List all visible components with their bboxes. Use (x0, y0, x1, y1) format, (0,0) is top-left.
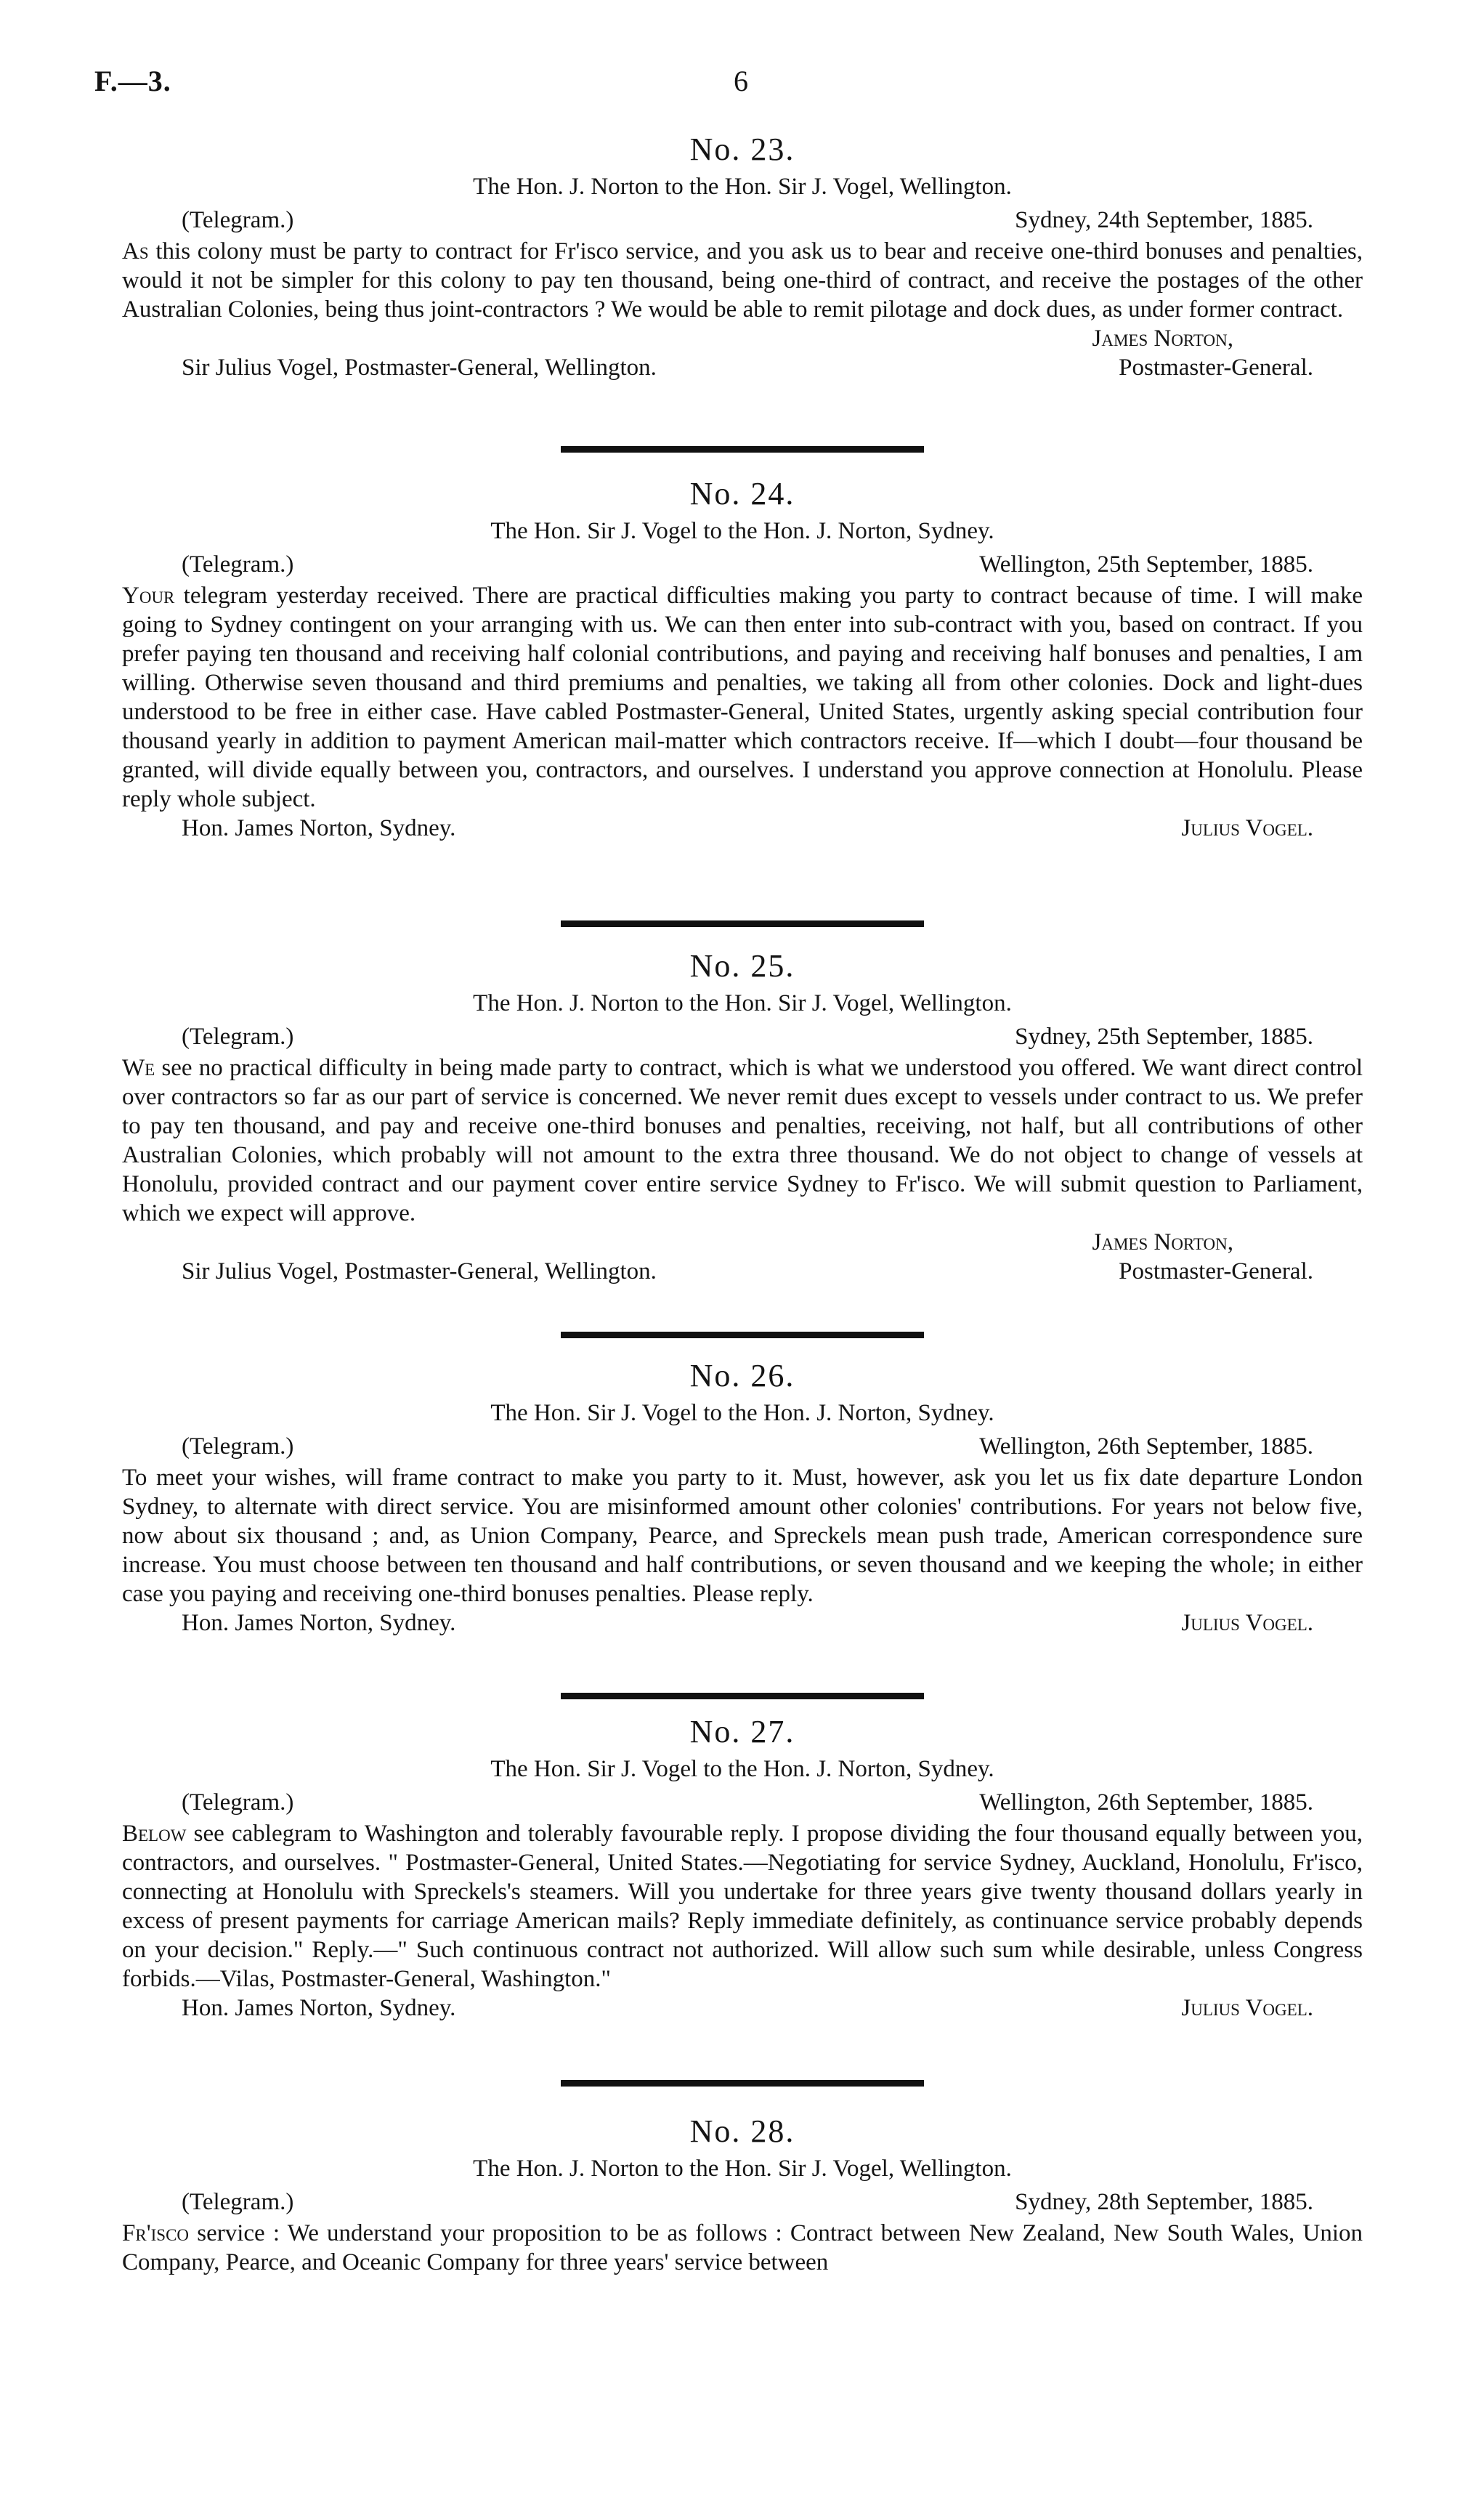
body-text: this colony must be party to contract for Fr'isco service, and you ask us to bear and receive one-third bonuses and penalties, would it not be simpler for this colony to pay ten thousand, being one-third of contract, and receive the postages of the other Australian Colonies, being thus joint-contractors ? We would be able to remit pilotage and dock dues, as under former contract. (122, 238, 1363, 323)
section-divider (561, 1693, 924, 1699)
telegram-body (122, 2219, 1363, 2277)
lead-word: Below (122, 1821, 187, 1847)
signature-block (122, 1994, 1363, 2023)
signatory-title: Postmaster-General. (1119, 355, 1313, 381)
signatory-name: Julius Vogel. (1181, 1995, 1313, 2021)
telegram-heading: The Hon. Sir J. Vogel to the Hon. J. Norton, Sydney. (490, 1756, 994, 1782)
telegram-body (122, 1819, 1363, 1994)
body-text: see no practical difficulty in being made party to contract, which is what we understood you offered. We want direct control over contractors so far as our part of service is concerned. We never remit dues except to vessels under contract to us. We prefer to pay ten thousand, and pay and receive one-third bonuses and penalties, receiving, not half, but all contributions of other Australian Colonies, which probably will not amount to the extra three thousand. We do not object to change of vessels at Honolulu, provided contract and our payment cover entire service Sydney to Fr'isco. We will submit question to Parliament, which we expect will approve. (122, 1055, 1363, 1226)
telegram-number: No. 26. (689, 1358, 795, 1393)
telegram-type: (Telegram.) (182, 2189, 294, 2215)
telegram-meta (122, 2185, 1363, 2219)
telegram-23 (122, 129, 1363, 382)
telegram-number: No. 28. (689, 2113, 795, 2149)
page-number: 6 (734, 65, 748, 97)
telegram-body (122, 1053, 1363, 1228)
body-text: see cablegram to Washington and tolerably favourable reply. I propose dividing the four thousand equally between you, contractors, and ourselves. " Postmaster-General, United States.—Negotiating for service Sydney, Auckland, Honolulu, Fr'isco, connecting at Honolulu with Spreckels's steamers. Will you undertake for three years give twenty thousand dollars yearly in excess of present payments for carriage American mails? Reply immediate definitely, as continuance service probably depends on your decision." Reply.—" Such continuous contract not authorized. Will allow such sum while desirable, unless Congress forbids.—Vilas, Postmaster-General, Washington." (122, 1821, 1363, 1992)
section-divider (561, 920, 924, 927)
signatory-name: Julius Vogel. (1181, 1610, 1313, 1636)
body-text: To meet your wishes, will frame contract to make you party to it. Must, however, ask you let us fix date departure London Sydney, to alternate with direct service. You are misinformed amount other colonies' contributions. For years not below five, now about six thousand ; and, as Union Company, Pearce, and Spreckels mean push trade, American correspondence sure increase. You must choose between ten thousand and half contributions, or seven thousand and we keeping the whole; in either case you paying and receiving one-third bonuses penalties. Please reply. (122, 1465, 1363, 1607)
telegram-number: No. 27. (689, 1714, 795, 1749)
signatory-name: James Norton, (1092, 1229, 1233, 1255)
telegram-place-date: Sydney, 24th September, 1885. (1015, 207, 1313, 233)
telegram-heading: The Hon. Sir J. Vogel to the Hon. J. Norton, Sydney. (490, 1400, 994, 1426)
addressee: Hon. James Norton, Sydney. (182, 815, 456, 841)
telegram-body (122, 237, 1363, 324)
addressee: Sir Julius Vogel, Postmaster-General, Wellington. (182, 1258, 657, 1284)
telegram-place-date: Sydney, 28th September, 1885. (1015, 2189, 1313, 2215)
telegram-heading: The Hon. J. Norton to the Hon. Sir J. Vogel, Wellington. (473, 174, 1012, 200)
lead-word: Fr'isco (122, 2220, 190, 2246)
telegram-heading: The Hon. Sir J. Vogel to the Hon. J. Norton, Sydney. (490, 518, 994, 544)
addressee: Hon. James Norton, Sydney. (182, 1995, 456, 2021)
telegram-27 (122, 1712, 1363, 2023)
signature-block (122, 1228, 1363, 1286)
telegram-type: (Telegram.) (182, 1789, 294, 1816)
telegram-type: (Telegram.) (182, 1433, 294, 1460)
telegram-number: No. 25. (689, 948, 795, 984)
telegram-type: (Telegram.) (182, 207, 294, 233)
telegram-number: No. 23. (689, 131, 795, 167)
telegram-24 (122, 474, 1363, 843)
signatory-name: Julius Vogel. (1181, 815, 1313, 841)
body-text: service : We understand your proposition to be as follows : Contract between New Zealand, New South Wales, Union Company, Pearce, and Oceanic Company for three years' service between (122, 2220, 1363, 2275)
telegram-25 (122, 946, 1363, 1286)
body-text: telegram yesterday received. There are practical difficulties making you party to contract because of time. I will make going to Sydney contingent on your arranging with us. We can then enter into sub-contract with you, based on contract. If you prefer paying ten thousand and receiving half colonial contributions, and paying and receiving half bonuses and penalties, I am willing. Otherwise seven thousand and third premiums and penalties, we taking all from other colonies. Dock and light-dues understood to be free in either case. Have cabled Postmaster-General, United States, urgently asking special contribution four thousand yearly in addition to payment American mail-matter which contractors receive. If—which I doubt—four thousand be granted, will divide equally between you, contractors, and ourselves. I understand you approve connection at Honolulu. Please reply whole subject. (122, 583, 1363, 812)
signature-block (122, 814, 1363, 843)
lead-word: We (122, 1055, 155, 1081)
telegram-26 (122, 1356, 1363, 1638)
telegram-place-date: Sydney, 25th September, 1885. (1015, 1024, 1313, 1050)
signature-block (122, 324, 1363, 382)
addressee: Sir Julius Vogel, Postmaster-General, Wellington. (182, 355, 657, 381)
telegram-body (122, 1463, 1363, 1608)
telegram-28 (122, 2111, 1363, 2277)
telegram-meta (122, 1430, 1363, 1463)
telegram-meta (122, 1786, 1363, 1819)
telegram-meta (122, 548, 1363, 581)
addressee: Hon. James Norton, Sydney. (182, 1610, 456, 1636)
telegram-meta (122, 203, 1363, 237)
telegram-body (122, 581, 1363, 814)
signatory-name: James Norton, (1092, 325, 1233, 352)
section-divider (561, 1332, 924, 1338)
telegram-place-date: Wellington, 26th September, 1885. (979, 1433, 1313, 1460)
telegram-meta (122, 1020, 1363, 1053)
signature-block (122, 1608, 1363, 1638)
parliamentary-paper-reference: F.—3. (94, 65, 171, 97)
section-divider (561, 446, 924, 453)
telegram-type: (Telegram.) (182, 1024, 294, 1050)
lead-word: As (122, 238, 149, 264)
telegram-type: (Telegram.) (182, 551, 294, 578)
lead-word: Your (122, 583, 175, 609)
section-divider (561, 2080, 924, 2087)
telegram-heading: The Hon. J. Norton to the Hon. Sir J. Vogel, Wellington. (473, 990, 1012, 1016)
telegram-place-date: Wellington, 25th September, 1885. (979, 551, 1313, 578)
telegram-number: No. 24. (689, 476, 795, 511)
telegram-place-date: Wellington, 26th September, 1885. (979, 1789, 1313, 1816)
signatory-title: Postmaster-General. (1119, 1258, 1313, 1284)
telegram-heading: The Hon. J. Norton to the Hon. Sir J. Vogel, Wellington. (473, 2156, 1012, 2182)
